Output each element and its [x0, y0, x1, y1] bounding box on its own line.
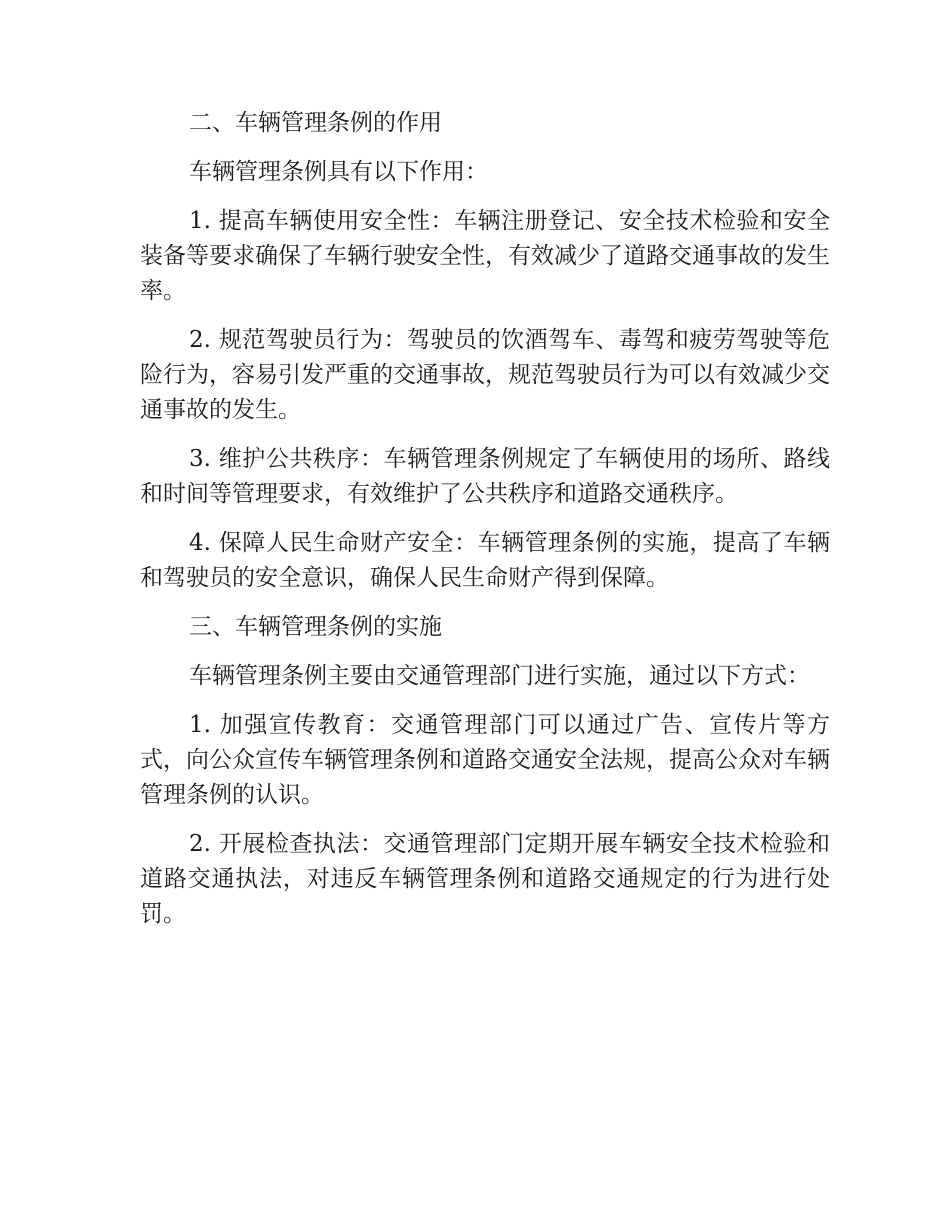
list-item: 3. 维护公共秩序：车辆管理条例规定了车辆使用的场所、路线和时间等管理要求，有效维护了公共秩序和道路交通秩序。: [140, 446, 830, 507]
paragraph: 车辆管理条例主要由交通管理部门进行实施，通过以下方式：: [189, 663, 810, 689]
list-item: 2. 开展检查执法：交通管理部门定期开展车辆安全技术检验和道路交通执法，对违反车辆管理条例和道路交通规定的行为进行处罚。: [140, 831, 830, 927]
section-heading: 三、车辆管理条例的实施: [189, 614, 442, 640]
paragraph: 车辆管理条例具有以下作用：: [189, 159, 488, 185]
list-item: 1. 加强宣传教育：交通管理部门可以通过广告、宣传片等方式，向公众宣传车辆管理条例和道路交通安全法规，提高公众对车辆管理条例的认识。: [140, 712, 830, 808]
list-item: 4. 保障人民生命财产安全：车辆管理条例的实施，提高了车辆和驾驶员的安全意识，确保人民生命财产得到保障。: [140, 530, 830, 591]
list-item: 1. 提高车辆使用安全性：车辆注册登记、安全技术检验和安全装备等要求确保了车辆行驶安全性，有效减少了道路交通事故的发生率。: [140, 208, 830, 304]
list-item: 2. 规范驾驶员行为：驾驶员的饮酒驾车、毒驾和疲劳驾驶等危险行为，容易引发严重的交通事故，规范驾驶员行为可以有效减少交通事故的发生。: [140, 327, 830, 423]
document-body: [140, 106, 830, 946]
section-heading: 二、车辆管理条例的作用: [189, 110, 442, 136]
